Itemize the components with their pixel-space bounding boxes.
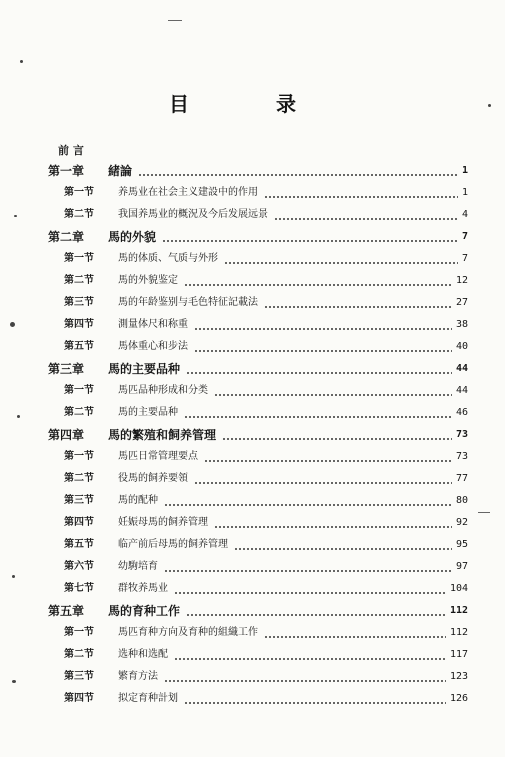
section-title: 群牧养馬业 (118, 583, 168, 594)
section-number: 第五节 (64, 539, 94, 550)
section-number: 第四节 (64, 319, 94, 330)
section-entry (48, 512, 468, 534)
section-entry (48, 292, 468, 314)
section-title: 馬的外貌鉴定 (118, 275, 178, 286)
section-title: 拟定育种計划 (118, 693, 178, 704)
section-number: 第四节 (64, 517, 94, 528)
leader-dots (214, 394, 452, 396)
leader-dots (174, 658, 446, 660)
page-number: 112 (449, 627, 468, 638)
preface-entry (58, 140, 468, 160)
section-entry (48, 182, 468, 204)
section-number: 第二节 (64, 473, 94, 484)
scan-speck (17, 415, 20, 418)
section-number: 第三节 (64, 297, 94, 308)
section-title: 馬的体质、气质与外形 (118, 253, 218, 264)
leader-dots (174, 592, 446, 594)
page-number: 46 (455, 407, 468, 418)
section-title: 幼駒培育 (118, 561, 158, 572)
page-number: 1 (461, 187, 468, 198)
section-entry (48, 556, 468, 578)
chapter-title: 緒論 (108, 164, 133, 178)
leader-dots (184, 284, 452, 286)
page-number: 1 (461, 165, 468, 176)
section-title: 临产前后母馬的飼养管理 (118, 539, 228, 550)
page-number: 80 (455, 495, 468, 506)
section-entry (48, 248, 468, 270)
chapter-entry (48, 424, 468, 446)
chapter-entry (48, 226, 468, 248)
scan-mark (168, 20, 182, 21)
page-number: 7 (461, 253, 468, 264)
chapter-entry (48, 160, 468, 182)
page-number: 112 (449, 605, 468, 616)
section-title: 役馬的飼养要領 (118, 473, 188, 484)
leader-dots (274, 218, 458, 220)
leader-dots (164, 504, 452, 506)
section-number: 第一节 (64, 253, 94, 264)
section-title: 馬体重心和步法 (118, 341, 188, 352)
chapter-number: 第五章 (48, 604, 85, 618)
page-number: 27 (455, 297, 468, 308)
section-number: 第二节 (64, 209, 94, 220)
chapter-entry (48, 600, 468, 622)
page-number: 92 (455, 517, 468, 528)
scan-speck (488, 104, 491, 107)
leader-dots (214, 526, 452, 528)
chapter-number: 第三章 (48, 362, 85, 376)
page-title: 目 录 (169, 92, 336, 116)
preface-label: 前 言 (58, 144, 84, 157)
section-entry (48, 336, 468, 358)
leader-dots (184, 702, 446, 704)
page-number: 123 (449, 671, 468, 682)
section-number: 第四节 (64, 693, 94, 704)
leader-dots (264, 636, 446, 638)
scan-speck (10, 322, 15, 327)
section-number: 第二节 (64, 649, 94, 660)
section-number: 第二节 (64, 275, 94, 286)
section-entry (48, 622, 468, 644)
page-number: 12 (455, 275, 468, 286)
table-of-contents (48, 140, 468, 710)
scan-speck (12, 680, 16, 683)
leader-dots (194, 350, 452, 352)
section-entry (48, 688, 468, 710)
section-number: 第一节 (64, 451, 94, 462)
page-number: 73 (455, 429, 468, 440)
chapter-number: 第一章 (48, 164, 85, 178)
scan-speck (20, 60, 23, 63)
toc-entries (48, 160, 468, 710)
section-title: 馬匹育种方向及育种的組織工作 (118, 627, 258, 638)
leader-dots (264, 306, 452, 308)
section-title: 馬的配种 (118, 495, 158, 506)
leader-dots (164, 680, 446, 682)
section-entry (48, 380, 468, 402)
page-number: 7 (461, 231, 468, 242)
section-number: 第一节 (64, 385, 94, 396)
section-title: 馬匹品种形成和分类 (118, 385, 208, 396)
section-title: 測量体尺和称重 (118, 319, 188, 330)
scan-speck (14, 215, 17, 217)
leader-dots (162, 240, 458, 242)
page-number: 97 (455, 561, 468, 572)
section-entry (48, 446, 468, 468)
leader-dots (234, 548, 452, 550)
section-number: 第一节 (64, 187, 94, 198)
section-title: 选种和选配 (118, 649, 168, 660)
scan-speck (12, 575, 15, 578)
chapter-title: 馬的繁殖和飼养管理 (108, 428, 217, 442)
page-number: 73 (455, 451, 468, 462)
section-number: 第一节 (64, 627, 94, 638)
section-entry (48, 534, 468, 556)
page-number: 104 (449, 583, 468, 594)
page-number: 77 (455, 473, 468, 484)
section-entry (48, 270, 468, 292)
scan-mark (478, 512, 490, 513)
chapter-title: 馬的育种工作 (108, 604, 181, 618)
leader-dots (224, 262, 458, 264)
page-number: 38 (455, 319, 468, 330)
leader-dots (194, 328, 452, 330)
section-title: 妊娠母馬的飼养管理 (118, 517, 208, 528)
leader-dots (138, 174, 458, 176)
section-entry (48, 468, 468, 490)
section-entry (48, 490, 468, 512)
section-title: 馬的年龄鉴别与毛色特征記載法 (118, 297, 258, 308)
section-number: 第三节 (64, 495, 94, 506)
leader-dots (222, 438, 452, 440)
chapter-title: 馬的外貌 (108, 230, 157, 244)
leader-dots (194, 482, 452, 484)
chapter-number: 第二章 (48, 230, 85, 244)
leader-dots (264, 196, 458, 198)
section-entry (48, 314, 468, 336)
section-entry (48, 644, 468, 666)
section-entry (48, 204, 468, 226)
leader-dots (186, 614, 446, 616)
page-number: 44 (455, 385, 468, 396)
section-title: 繁育方法 (118, 671, 158, 682)
section-title: 馬匹日常管理要点 (118, 451, 198, 462)
page-number: 117 (449, 649, 468, 660)
chapter-number: 第四章 (48, 428, 85, 442)
page-number: 95 (455, 539, 468, 550)
section-entry (48, 578, 468, 600)
section-number: 第六节 (64, 561, 94, 572)
page-number: 126 (449, 693, 468, 704)
leader-dots (184, 416, 452, 418)
section-title: 我国养馬业的概況及今后发展远景 (118, 209, 268, 220)
section-title: 养馬业在社会主义建設中的作用 (118, 187, 258, 198)
chapter-entry (48, 358, 468, 380)
leader-dots (164, 570, 452, 572)
section-number: 第五节 (64, 341, 94, 352)
section-entry (48, 402, 468, 424)
section-title: 馬的主要品种 (118, 407, 178, 418)
section-number: 第二节 (64, 407, 94, 418)
page-number: 4 (461, 209, 468, 220)
page-number: 40 (455, 341, 468, 352)
section-number: 第七节 (64, 583, 94, 594)
chapter-title: 馬的主要品种 (108, 362, 181, 376)
section-entry (48, 666, 468, 688)
section-number: 第三节 (64, 671, 94, 682)
page-number: 44 (455, 363, 468, 374)
leader-dots (204, 460, 452, 462)
leader-dots (186, 372, 452, 374)
